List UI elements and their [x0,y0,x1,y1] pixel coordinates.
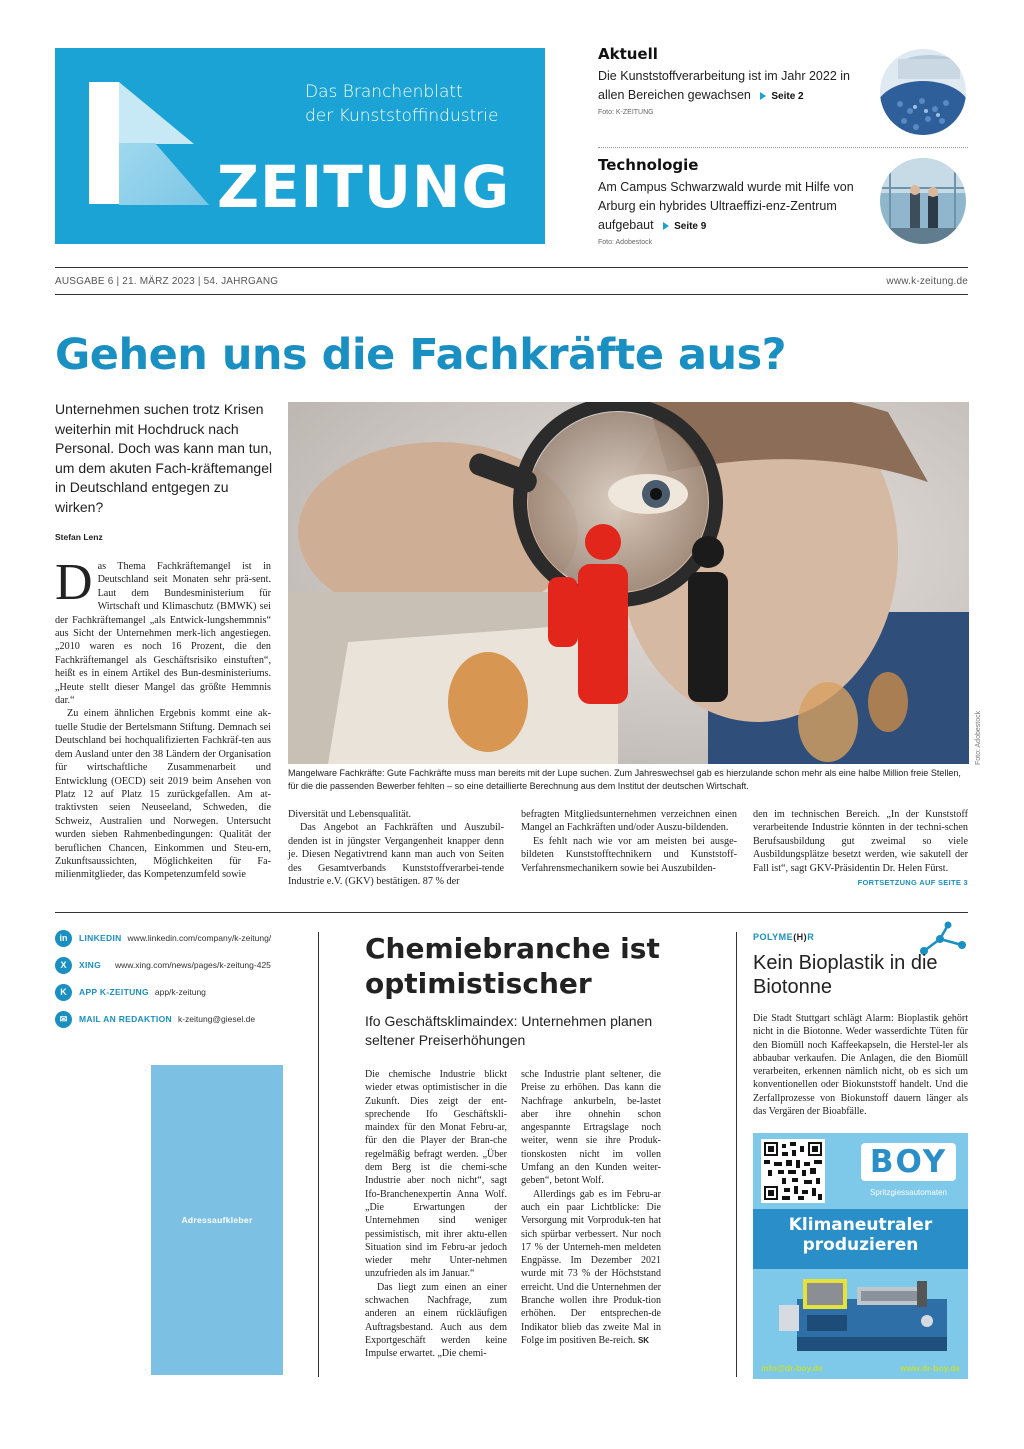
lead-col2-para2: Das Angebot an Fachkräften und Auszubil-denden ist in jüngster Vergangenheit knapper denn je. Diesen Negativtrend kann man auch von Seiten des Gesamtverbands Kunststoffverarbei-tende Industrie e.V. (GKV) bestätigen. 87 % der [288,822,504,888]
contact-linkedin[interactable] [55,929,305,947]
teaser-text-body: Die Kunststoffverarbeitung ist im Jahr 2022 in allen Bereichen gewachsen [598,69,850,102]
address-label-box [151,1065,283,1375]
teaser-image-factory[interactable] [880,158,966,244]
lead-column-2 [288,808,504,888]
boy-logo [861,1143,956,1181]
ad-slogan-line-1: Klimaneutraler [788,1215,933,1235]
xing-icon: X [55,957,72,974]
lead-col1-para2: Zu einem ähnlichen Ergebnis kommt eine ak-tuelle Studie der Bertelsmann Stiftung. Demnach sei Deutschland bei hochqualifizierten Fachkräf-ten aus dem Ausland unter den 38 Ländern der Organisation für wirtschaftliche Zusammenarbeit und Entwicklung (OECD) seit 2019 beim Ansehen von Platz 12 auf Platz 15 zurückgefallen. Am at-traktivsten seien Neuseeland, Schweden, die Schweiz, Australien und Norwegen. Untersucht wurden sieben Rahmenbedingungen: Qualität der beruflichen Chancen, Einkommen und Steu-ern, Zukunftsaussichten, Möglichkeiten für Fa-milienmitglieder, das Kompetenzumfeld sowie [55,708,271,881]
contact-mail[interactable] [55,1010,305,1028]
lead-column-1 [55,554,271,882]
lead-photo-credit: Foto: Adobestock [975,710,982,765]
polymer-headline[interactable]: Kein Bioplastik in die Biotonne [753,952,938,998]
story2-col1-para2: Das liegt zum einen an einer schwachen Nachfrage, zum anderen an einem rückläufigen Auftragsbestand. Auch aus dem Exportgeschäft werden keine Impulse erwartet. „Die chemi- [365,1281,507,1360]
issue-rule-bottom [55,294,968,295]
ad-website[interactable]: www.dr-boy.de [900,1363,960,1373]
polymer-label [753,932,814,942]
lead-col1-para1-text: as Thema Fachkräftemangel ist in Deutschland seit Monaten sehr prä-sent. Laut dem Bundesministerium für Wirtschaft und Klimaschutz (BMWK) sei der Fachkräftemangel „als Entwick-lungshemmnis“ aus Sicht der Unternehmen merk-lich angestiegen. „2010 waren es noch 16 Prozent, die den Fachkräftemangel als Geschäftsrisiko einstuften“, heißt es in einem Artikel des Bun-desministeriums. „Heute stellt dieser Mangel das größte Hemmnis dar.“ [55,561,271,707]
lead-col4-para1: den im technischen Bereich. „In der Kunststoff verarbeitende Industrie könnten in der techni-schen Berufsausbildung gut zweimal so viele Ausbildungsplätze besetzt werden, wie sakutell der Fall ist“, sagt GKV-Präsidentin Dr. Helen Fürst. [753,809,968,874]
column-divider-right [736,932,737,1377]
story2-col2-para1: sche Industrie plant seltener, die Preise zu erhöhen. Das kann die Nachfrage ankurbeln, be-lastet aber ihre ohnehin schon angespannte Ertragslage noch weiter, wenn sie ihre Produk-tionskosten nicht im vollen Umfang an den Kunden weiter-geben“, betont Wolf. [521,1069,661,1187]
teaser-credit: Foto: Adobestock [598,239,653,246]
story2-col2-para2 [521,1188,661,1348]
contact-value[interactable]: www.linkedin.com/company/k-zeitung/ [127,933,272,943]
teaser-divider [598,147,968,148]
story2-col1-para1: Die chemische Industrie blickt wieder etwas optimistischer in die Zukunft. Dies zeigt der ent-sprechende Ifo Geschäftskli-maindex für den Monat Febru-ar, für den die Player der Bran-che regelmäßig befragt werden. „Über dem Berg ist die chemi-sche Industrie aber noch nicht“, sagt Ifo-Branchenexpertin Anna Wolf. „Die Erwartungen der Unternehmen sind weniger pessimistisch, mit ihrer aktu-ellen Situation sind im Febru-ar jedoch wieder mehr Unter-nehmen unzufrieden als im Januar.“ [365,1069,507,1280]
polymer-label-b: (H) [793,932,808,942]
story2-headline[interactable]: Chemiebranche ist optimistischer [365,932,660,1000]
lead-headline[interactable]: Gehen uns die Fachkräfte aus? [55,330,787,380]
teaser-heading: Aktuell [598,45,658,63]
teaser-heading: Technologie [598,156,699,174]
logo-word: ZEITUNG [217,153,511,221]
teaser-technologie[interactable] [598,156,868,246]
contact-label: MAIL AN REDAKTION [79,1014,172,1024]
ad-slogan-line-2: produzieren [802,1235,919,1255]
story2-subhead: Ifo Geschäftsklimaindex: Unternehmen planen seltener Preiserhöhungen [365,1013,653,1048]
masthead-tagline [305,80,498,128]
lead-photo-magnifier[interactable] [288,402,969,764]
polymer-body: Die Stadt Stuttgart schlägt Alarm: Bioplastik gehört nicht in die Biotonne. Weder wasserdichte Tüten für den Biomüll noch Kaffeekapseln, die Herstel-ler als abbaubar verkaufen. Die Anlagen, die den Biomüll verarbeiten, erkennen nämlich nicht, ob es sich um konventionellen oder Biokunststoff handelt. Und die Zerfallprozesse von Biokunstoff dauern länger als das Vergären der Bioabfälle. [753,1013,968,1118]
logo-k-lower-arm [119,143,209,205]
contact-value[interactable]: www.xing.com/news/pages/k-zeitung-425 [114,960,271,970]
logo-k-stem [89,82,119,204]
ad-slogan [753,1215,968,1255]
dropcap: D [55,554,93,611]
lead-column-4 [753,808,968,875]
qr-code-icon [761,1139,825,1203]
teaser-text [598,178,868,236]
contact-label: LINKEDIN [79,933,122,943]
website-link[interactable]: www.k-zeitung.de [886,276,968,287]
lead-photo-caption: Mangelware Fachkräfte: Gute Fachkräfte muss man bereits mit der Lupe suchen. Zum Jahreswechsel gab es hierzulande schon mehr als eine halbe Million freie Stellen, für die die passenden Bewerber fehlten – so eine detaillierte Berechnung aus dem Institut der deutschen Wirtschaft. [288,768,961,791]
story2-signoff: SK [637,1335,650,1345]
lead-intro: Unternehmen suchen trotz Krisen weiterhin mit Hochdruck nach Personal. Doch was kann man tun, um dem akuten Fach-kräftemangel in Deutschland entgegen zu wirken? [55,401,273,515]
contact-label: XING [79,960,101,970]
story2-col2-para2-text: Allerdings gab es im Febru-ar auch ein paar Lichtblicke: Die Versorgung mit Vorproduk-ten hat sich spürbar verbessert. Nur noch 17 % der Unterneh-men meldeten Engpässe. Im Dezember 2021 wurde mit 73 % der Höchststand erreicht. Und die Unternehmen der Branche wollen ihre Produk-tion erhöhen. Der entsprechen-de Indikator blieb das zweite Mal in Folge im positiven Be-reich. [521,1188,661,1346]
contact-value[interactable]: app/k-zeitung [154,987,206,997]
address-label-text: Adressaufkleber [181,1215,253,1225]
lead-col2-para1: Diversität und Lebensqualität. [288,809,412,820]
teaser-page-link[interactable]: Seite 2 [760,91,803,102]
lead-author: Stefan Lenz [55,532,103,542]
contact-label: APP K-ZEITUNG [79,987,149,997]
lead-column-3 [521,808,737,875]
linkedin-icon: in [55,930,72,947]
polymer-label-c: R [807,932,815,942]
column-divider-left [318,932,319,1377]
continuation-link[interactable]: FORTSETZUNG AUF SEITE 3 [857,878,968,887]
contact-app[interactable] [55,983,305,1001]
teaser-page-link[interactable]: Seite 9 [663,221,706,232]
lead-col1-para1 [55,554,271,707]
section-rule [55,912,968,913]
lead-col3-para1: befragten Mitgliedsunternehmen verzeichnen einen Mangel an Fachkräften und/oder Auszu-bildenden. [521,809,737,834]
teaser-text [598,67,868,106]
boy-brand-sub: Spritzgiessautomaten [870,1188,947,1197]
contact-list [55,929,305,1028]
teaser-text-body: Am Campus Schwarzwald wurde mit Hilfe von Arburg ein hybrides Ultraeffizi-enz-Zentrum aufgebaut [598,180,854,232]
teaser-image-granulate[interactable] [880,49,966,135]
lead-col3-para2: Es fehlt nach wie vor am meisten bei ausge-bildeten Kunststofftechnikern und Kunststoff-Verfahrensmechanikern sowie bei Auszubilden- [521,835,737,874]
k-app-icon: K [55,984,72,1001]
logo-k-upper-arm [119,82,194,144]
story2-column-2 [521,1068,661,1347]
masthead-logo [55,48,545,244]
boy-brand: BOY [869,1144,948,1180]
teaser-aktuell[interactable] [598,45,868,116]
ad-email[interactable]: info@dr-boy.de [761,1363,823,1373]
contact-xing[interactable] [55,956,305,974]
mail-icon: ✉ [55,1011,72,1028]
issue-info: AUSGABE 6 | 21. MÄRZ 2023 | 54. JAHRGANG [55,276,279,287]
polymer-label-a: POLYME [753,932,794,942]
boy-advertisement[interactable] [753,1133,968,1379]
tagline-line-2: der Kunststoffindustrie [305,106,499,126]
ad-footer [753,1359,968,1379]
teaser-credit: Foto: K-ZEITUNG [598,109,654,116]
injection-machine-image [767,1275,957,1362]
story2-column-1 [365,1068,507,1361]
tagline-line-1: Das Branchenblatt [305,82,463,102]
issue-rule-top [55,267,968,268]
contact-value[interactable]: k-zeitung@giesel.de [177,1014,256,1024]
